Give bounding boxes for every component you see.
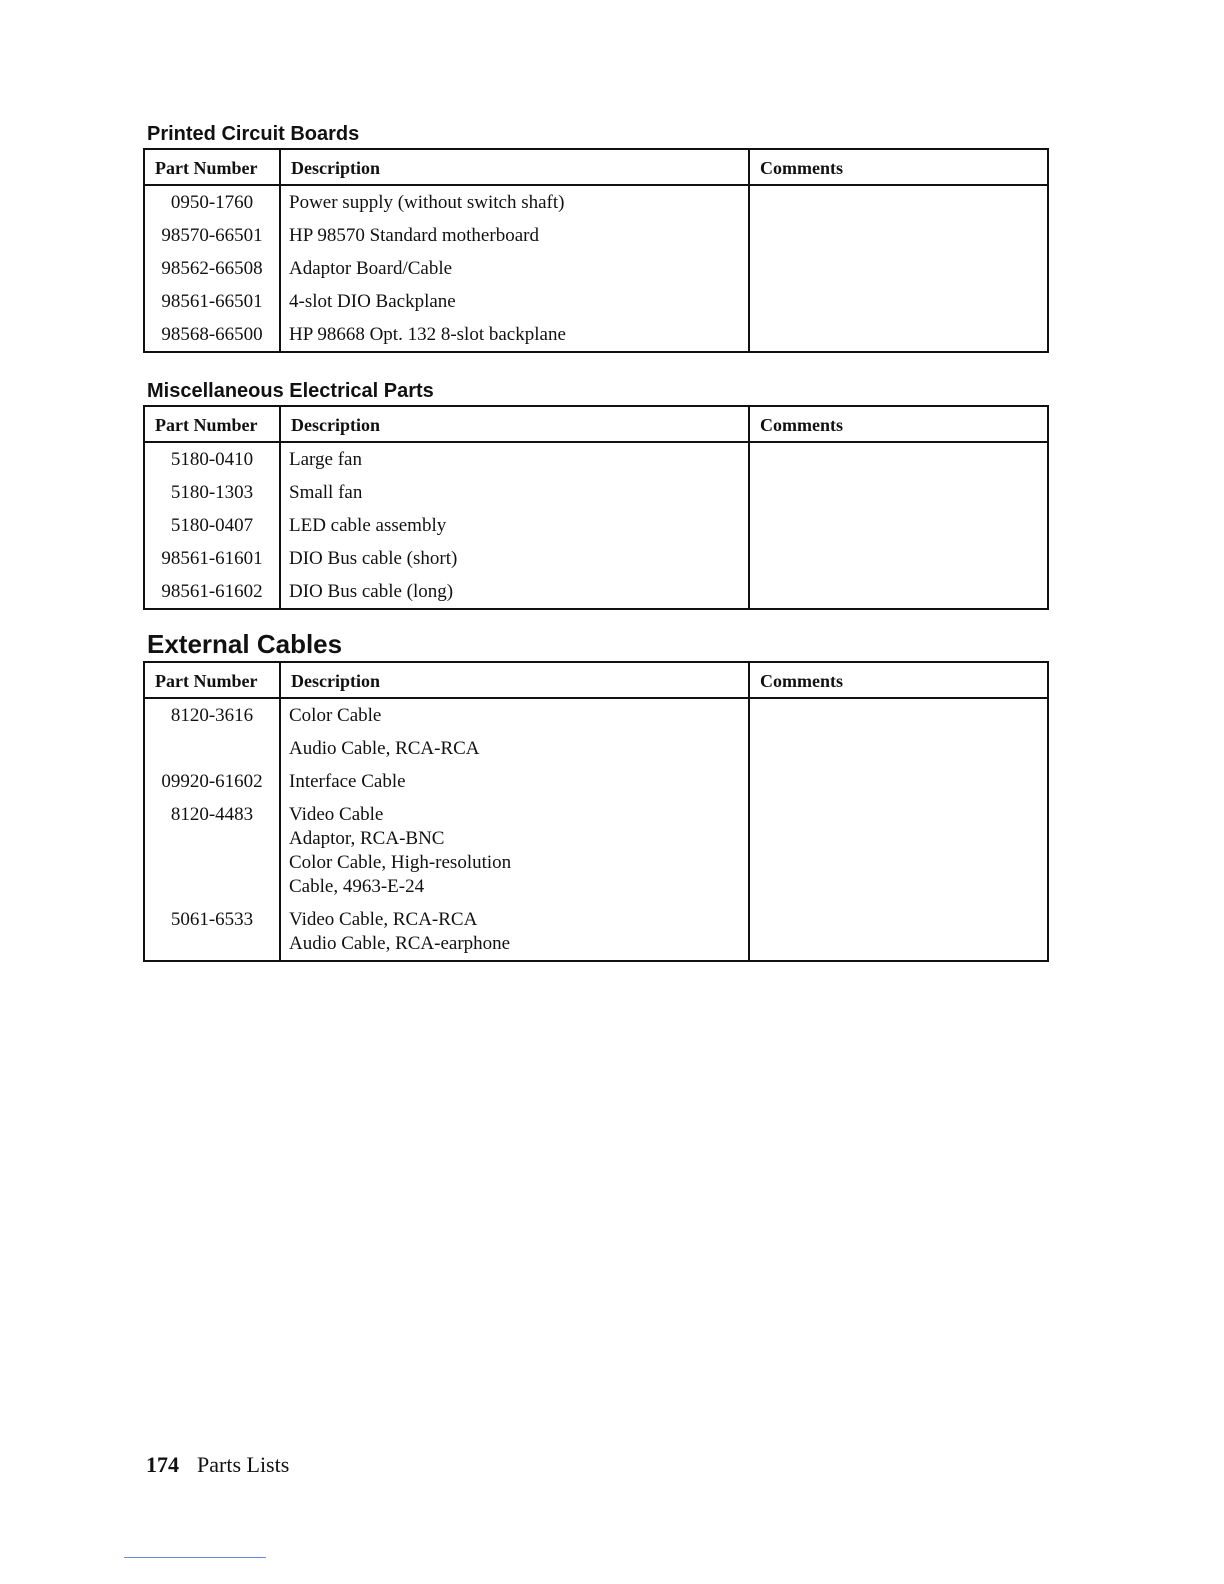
header-description: Description [280, 406, 749, 442]
header-comments: Comments [749, 406, 1048, 442]
comments [749, 698, 1048, 732]
header-comments: Comments [749, 149, 1048, 185]
comments [749, 185, 1048, 219]
header-part-number: Part Number [144, 149, 280, 185]
table-row [144, 185, 1048, 219]
description [280, 285, 749, 318]
table-row [144, 509, 1048, 542]
header-comments: Comments [749, 662, 1048, 698]
table-row [144, 285, 1048, 318]
description [280, 732, 749, 765]
description-line: Large fan [289, 449, 362, 470]
comments [749, 542, 1048, 575]
header-description: Description [280, 662, 749, 698]
part-number: 98562-66508 [144, 252, 280, 285]
description [280, 575, 749, 609]
header-part-number: Part Number [144, 406, 280, 442]
section-title: External Cables [147, 629, 343, 659]
section-printed-circuit-boards [143, 122, 1047, 353]
description-line: Power supply (without switch shaft) [289, 192, 565, 213]
description-line: Audio Cable, RCA-earphone [289, 933, 511, 954]
description-line: Adaptor, RCA-BNC [289, 828, 445, 849]
description-line: Adaptor Board/Cable [289, 258, 453, 279]
table-row [144, 476, 1048, 509]
comments [749, 575, 1048, 609]
comments [749, 732, 1048, 765]
description-line: Video Cable [289, 804, 384, 825]
table-header-row [144, 149, 1048, 185]
description-line: Color Cable, High-resolution [289, 852, 512, 873]
comments [749, 442, 1048, 476]
part-number: 8120-4483 [144, 798, 280, 903]
description-line: HP 98570 Standard motherboard [289, 225, 539, 246]
table-row [144, 903, 1048, 961]
section-misc-electrical-parts [143, 379, 1047, 610]
comments [749, 252, 1048, 285]
part-number: 5180-0407 [144, 509, 280, 542]
table-header-row [144, 662, 1048, 698]
comments [749, 765, 1048, 798]
table-row [144, 442, 1048, 476]
description-line: Small fan [289, 482, 363, 503]
description-line: Color Cable [289, 705, 382, 726]
table-row [144, 318, 1048, 352]
table-header-row [144, 406, 1048, 442]
table-row [144, 732, 1048, 765]
table-row [144, 542, 1048, 575]
description [280, 698, 749, 732]
table-row [144, 765, 1048, 798]
part-number: 8120-3616 [144, 698, 280, 732]
description [280, 476, 749, 509]
table-row [144, 219, 1048, 252]
description-line: 4-slot DIO Backplane [289, 291, 456, 312]
page-number: 174 [146, 1452, 179, 1477]
comments [749, 798, 1048, 903]
part-number: 98570-66501 [144, 219, 280, 252]
part-number [144, 732, 280, 765]
section-external-cables [143, 629, 1047, 962]
description [280, 798, 749, 903]
part-number: 09920-61602 [144, 765, 280, 798]
comments [749, 509, 1048, 542]
description [280, 542, 749, 575]
comments [749, 285, 1048, 318]
description-line: Cable, 4963-E-24 [289, 876, 425, 897]
part-number: 98561-61602 [144, 575, 280, 609]
description [280, 252, 749, 285]
parts-table [143, 148, 1049, 353]
description-line: DIO Bus cable (short) [289, 548, 458, 569]
description-line: HP 98668 Opt. 132 8-slot backplane [289, 324, 566, 345]
comments [749, 903, 1048, 961]
part-number: 98561-61601 [144, 542, 280, 575]
description [280, 903, 749, 961]
description [280, 219, 749, 252]
section-title: Printed Circuit Boards [147, 123, 360, 145]
header-description: Description [280, 149, 749, 185]
description-line: LED cable assembly [289, 515, 447, 536]
description [280, 765, 749, 798]
description [280, 442, 749, 476]
part-number: 5061-6533 [144, 903, 280, 961]
description [280, 185, 749, 219]
bottom-divider [124, 1557, 266, 1558]
part-number: 5180-0410 [144, 442, 280, 476]
description-line: Audio Cable, RCA-RCA [289, 738, 480, 759]
comments [749, 476, 1048, 509]
parts-table [143, 405, 1049, 610]
description [280, 509, 749, 542]
page-footer [146, 1452, 289, 1478]
table-row [144, 575, 1048, 609]
comments [749, 318, 1048, 352]
parts-table [143, 661, 1049, 962]
part-number: 98561-66501 [144, 285, 280, 318]
chapter-title: Parts Lists [197, 1452, 290, 1477]
description-line: Interface Cable [289, 771, 406, 792]
description-line: Video Cable, RCA-RCA [289, 909, 478, 930]
table-row [144, 698, 1048, 732]
description-line: DIO Bus cable (long) [289, 581, 454, 602]
description [280, 318, 749, 352]
comments [749, 219, 1048, 252]
section-title: Miscellaneous Electrical Parts [147, 380, 434, 402]
part-number: 98568-66500 [144, 318, 280, 352]
part-number: 5180-1303 [144, 476, 280, 509]
table-row [144, 252, 1048, 285]
header-part-number: Part Number [144, 662, 280, 698]
part-number: 0950-1760 [144, 185, 280, 219]
table-row [144, 798, 1048, 903]
